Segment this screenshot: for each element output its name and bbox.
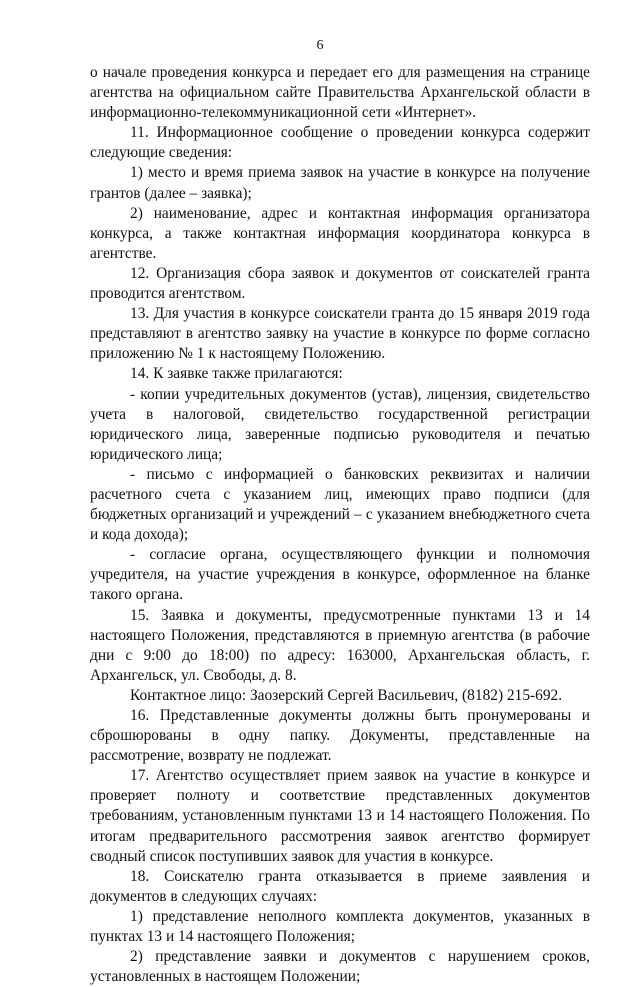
paragraph-11-item-2: 2) наименование, адрес и контактная информация организатора конкурса, а также контактная информация координатора конкурса в агентстве. — [90, 204, 590, 262]
paragraph-14-item-b: - письмо с информацией о банковских реквизитах и наличии расчетного счета с указанием лиц, имеющих право подписи (для бюджетных организаций и учреждений – с указанием внебюджетного счета и кода дохода); — [90, 465, 590, 544]
paragraph-16: 16. Представленные документы должны быть пронумерованы и сброшюрованы в одну папку. Документы, представленные на рассмотрение, возврату не подлежат. — [90, 707, 590, 765]
paragraph-11: 11. Информационное сообщение о проведении конкурса содержит следующие сведения: — [90, 124, 590, 162]
paragraph-15: 15. Заявка и документы, предусмотренные пунктами 13 и 14 настоящего Положения, представляются в приемную агентства (в рабочие дни с 9:00 до 18:00) по адресу: 163000, Архангельская область, г. Архангельск, ул. Свободы, д. 8. — [90, 606, 590, 684]
paragraph-14: 14. К заявке также прилагаются: — [130, 365, 343, 383]
paragraph-17: 17. Агентство осуществляет прием заявок на участие в конкурсе и проверяет полноту и соответствие представленных документов требованиям, установленным пунктами 13 и 14 настоящего Положения. По итогам предварительного рассмотрения заявок агентство формирует сводный список поступивших заявок для участия в конкурсе. — [90, 767, 590, 865]
paragraph-14-item-a: - копии учредительных документов (устав), лицензия, свидетельство учета в налоговой, свидетельство государственной регистрации юридического лица, заверенные подписью руководителя и печатью юридического лица; — [90, 385, 590, 463]
page-number: 6 — [316, 38, 324, 53]
paragraph-continuation: о начале проведения конкурса и передает его для размещения на странице агентства на официальном сайте Правительства Архангельской области в информационно-телекоммуникационной сети «Интернет». — [90, 64, 590, 122]
paragraph-14-item-c: - согласие органа, осуществляющего функции и полномочия учредителя, на участие учреждения в конкурсе, оформленное на бланке такого органа. — [90, 546, 590, 604]
paragraph-11-item-1: 1) место и время приема заявок на участие в конкурсе на получение грантов (далее – заявка); — [90, 164, 590, 202]
document-body — [90, 63, 590, 987]
paragraph-18: 18. Соискателю гранта отказывается в приеме заявления и документов в следующих случаях: — [90, 867, 590, 905]
paragraph-15-contact: Контактное лицо: Заозерский Сергей Васильевич, (8182) 215-692. — [130, 686, 563, 704]
paragraph-12: 12. Организация сбора заявок и документов от соискателей гранта проводится агентством. — [90, 264, 590, 303]
paragraph-18-item-2: 2) представление заявки и документов с нарушением сроков, установленных в настоящем Положении; — [90, 948, 590, 986]
paragraph-18-item-1: 1) представление неполного комплекта документов, указанных в пунктах 13 и 14 настоящего Положения; — [90, 907, 590, 946]
paragraph-13: 13. Для участия в конкурсе соискатели гранта до 15 января 2019 года представляют в агентство заявку на участие в конкурсе по форме согласно приложению № 1 к настоящему Положению. — [90, 305, 590, 363]
